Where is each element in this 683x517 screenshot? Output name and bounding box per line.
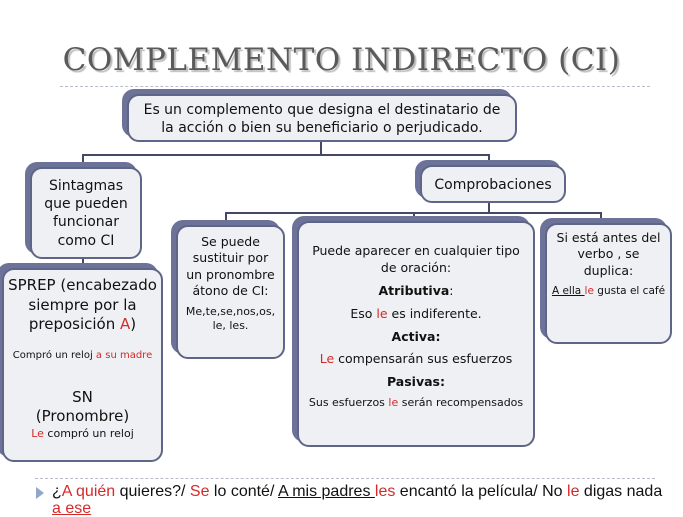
sintagmas-text: Sintagmas que pueden funcionar como CI	[44, 178, 128, 249]
ex1: Eso	[350, 305, 377, 321]
page-title: COMPLEMENTO INDIRECTO (CI)	[62, 42, 621, 78]
divider	[60, 86, 650, 87]
b-t4: digas nada	[579, 483, 663, 500]
connector	[82, 154, 84, 166]
sprep-a: A	[120, 315, 131, 333]
pasivas-label: Pasivas:	[386, 374, 445, 390]
connector	[488, 154, 490, 164]
activa-label: Activa:	[391, 328, 441, 344]
bullet-icon	[36, 487, 44, 499]
sustituir-text: Se puede sustituir por un pronombre átono de CI:	[186, 234, 275, 298]
sprep-title: SPREP (encabezado siempre por la preposición	[8, 276, 157, 333]
b-r4: le	[567, 483, 580, 500]
ex1-rest: es indiferente.	[387, 305, 482, 321]
b-r5: a ese	[52, 500, 92, 517]
connector	[413, 212, 415, 220]
duplica-ex-underlined: A ella	[551, 284, 585, 297]
sn-example: compró un reloj	[43, 426, 134, 440]
connector	[600, 212, 602, 222]
divider	[35, 478, 655, 479]
sprep-box	[2, 268, 163, 462]
b-r2: Se	[189, 483, 210, 500]
examples-bullet	[52, 483, 672, 517]
ex3-rest: serán recompensados	[398, 396, 524, 410]
atributiva-label: Atributiva	[378, 282, 450, 298]
comprobaciones-text: Comprobaciones	[434, 177, 552, 193]
connector	[82, 154, 490, 156]
ex2-red: Le	[319, 351, 335, 367]
b-t2: lo conté/	[209, 483, 278, 500]
ex1-red: le	[376, 305, 388, 321]
b-t3: encantó la película/ No	[395, 483, 568, 500]
oracion-box	[297, 221, 535, 447]
ex3: Sus esfuerzos	[308, 396, 389, 410]
comprobaciones-box	[420, 165, 566, 203]
ex2-rest: compensarán sus esfuerzos	[334, 351, 513, 367]
b-r1: A quién	[61, 483, 116, 500]
duplica-ex-red: le	[584, 284, 594, 297]
colon: :	[449, 282, 454, 298]
b-u1: A mis padres	[277, 483, 375, 500]
b-r3: les	[374, 483, 396, 500]
oracion-intro: Puede aparecer en cualquier tipo de oración:	[312, 243, 520, 275]
sprep-close: )	[130, 315, 137, 333]
b-q: ¿	[52, 483, 62, 500]
b-t1: quieres?/	[115, 483, 190, 500]
sprep-example: Compró un reloj	[12, 349, 96, 361]
connector	[82, 259, 84, 267]
sn-pronombre: (Pronombre)	[35, 407, 130, 425]
ex3-red: le	[388, 396, 399, 410]
definition-text: Es un complemento que designa el destinatario de la acción o bien su beneficiario o perjudicado.	[143, 102, 501, 137]
sustituir-box	[176, 225, 285, 359]
duplica-ex-rest: gusta el café	[593, 284, 666, 297]
sn-example-red: Le	[31, 426, 44, 440]
definition-box	[127, 94, 517, 142]
sintagmas-box	[30, 167, 142, 259]
pronoun-list: Me,te,se,nos,os, le, les.	[185, 305, 276, 333]
duplica-box	[545, 223, 672, 344]
sprep-example-red: a su madre	[95, 349, 153, 361]
connector	[320, 142, 322, 154]
sn-title: SN	[72, 387, 93, 406]
connector	[225, 212, 227, 224]
duplica-text: Si está antes del verbo , se duplica:	[556, 230, 661, 278]
